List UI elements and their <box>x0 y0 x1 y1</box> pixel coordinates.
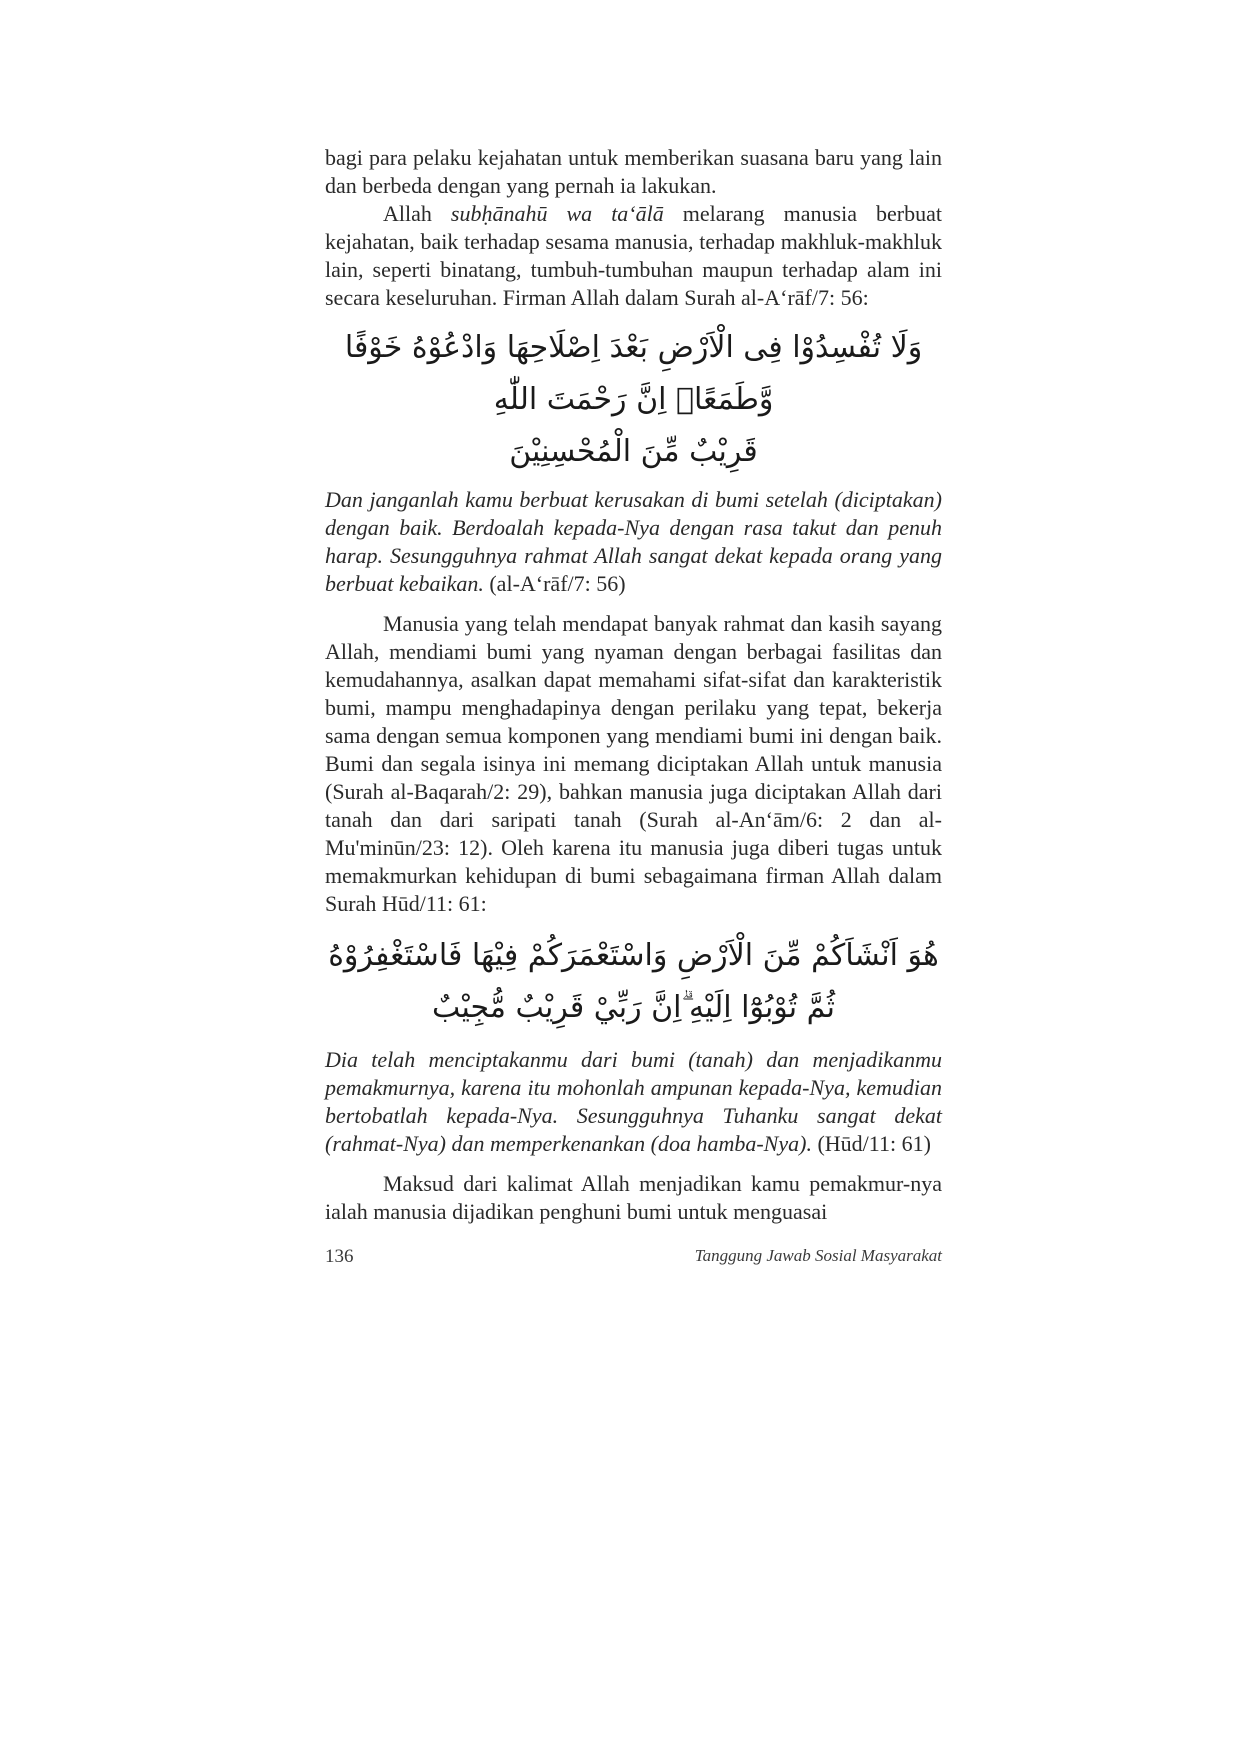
page-footer <box>325 1246 942 1268</box>
verse-1-translation <box>325 486 942 598</box>
verse-1-translation-text: Dan janganlah kamu berbuat kerusakan di bumi setelah (diciptakan) dengan baik. Berdoalah kepada-Nya dengan rasa takut dan penuh harap. Sesungguhnya rahmat Allah sangat dekat kepada orang yang berbuat kebaikan. <box>325 487 942 596</box>
paragraph-manusia: Manusia yang telah mendapat banyak rahmat dan kasih sayang Allah, mendiami bumi yang nyaman dengan berbagai fasilitas dan kemudahannya, asalkan dapat memahami sifat-sifat dan karakteristik bumi, mampu menghadapinya dengan perilaku yang tepat, bekerja sama dengan semua komponen yang mendiami bumi ini dengan baik. Bumi dan segala isinya ini memang diciptakan Allah untuk manusia (Surah al-Baqarah/2: 29), bahkan manusia juga diciptakan Allah dari tanah dan dari saripati tanah (Surah al-An‘ām/6: 2 dan al-Mu'minūn/23: 12). Oleh karena itu manusia juga diberi tugas untuk memakmurkan kehidupan di bumi sebagaimana firman Allah dalam Surah Hūd/11: 61: <box>325 611 942 916</box>
paragraph-maksud: Maksud dari kalimat Allah menjadikan kamu pemakmur-nya ialah manusia dijadikan penghuni bumi untuk menguasai <box>325 1171 942 1224</box>
paragraph-continuation: bagi para pelaku kejahatan untuk memberikan suasana baru yang lain dan berbeda dengan yang pernah ia lakukan. <box>325 145 942 198</box>
arabic-verse-2-line-1: هُوَ اَنْشَاَكُمْ مِّنَ الْاَرْضِ وَاسْتَعْمَرَكُمْ فِيْهَا فَاسْتَغْفِرُوْهُ ثُمَّ تُوْبُوْٓا اِلَيْهِ ۗاِنَّ رَبِّيْ قَرِيْبٌ مُّجِيْبٌ <box>328 938 939 1025</box>
arabic-verse-1-line-2: قَرِيْبٌ مِّنَ الْمُحْسِنِيْنَ <box>509 434 758 469</box>
verse-2-translation <box>325 1046 942 1158</box>
arabic-verse-1 <box>325 322 942 478</box>
paragraph-allah <box>325 200 942 312</box>
arabic-verse-2 <box>325 930 942 1034</box>
verse-2-reference: (Hūd/11: 61) <box>811 1131 931 1156</box>
running-title: Tanggung Jawab Sosial Masyarakat <box>694 1246 942 1265</box>
page-body <box>325 144 942 1226</box>
paragraph-allah-rest: melarang manusia berbuat kejahatan, baik terhadap sesama manusia, terhadap makhluk-makhluk lain, seperti binatang, tumbuh-tumbuhan maupun terhadap alam ini secara keseluruhan. Firman Allah dalam Surah al-A‘rāf/7: 56: <box>325 201 942 310</box>
arabic-verse-1-line-1: وَلَا تُفْسِدُوْا فِى الْاَرْضِ بَعْدَ اِصْلَاحِهَا وَادْعُوْهُ خَوْفًا وَّطَمَعًاۗ اِنَّ رَحْمَتَ اللّٰهِ <box>344 330 923 417</box>
verse-2-translation-text: Dia telah menciptakanmu dari bumi (tanah) dan menjadikanmu pemakmurnya, karena itu mohonlah ampunan kepada-Nya, kemudian bertobatlah kepada-Nya. Sesungguhnya Tuhanku sangat dekat (rahmat-Nya) dan memperkenankan (doa hamba-Nya). <box>325 1047 942 1156</box>
paragraph-allah-italic: subḥānahū wa ta‘ālā <box>450 201 664 226</box>
paragraph-allah-prefix: Allah <box>383 201 451 226</box>
page-number: 136 <box>325 1246 354 1267</box>
verse-1-reference: (al-A‘rāf/7: 56) <box>483 571 626 596</box>
